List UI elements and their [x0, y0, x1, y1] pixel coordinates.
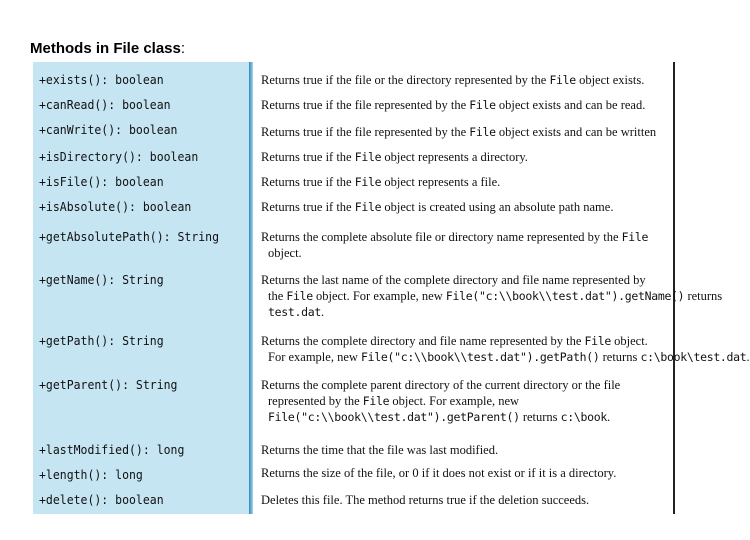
description-line [261, 174, 671, 190]
description-text: object exists. [575, 73, 645, 87]
inline-code: File("c:\\book\\test.dat").getName() [445, 289, 685, 303]
method-signature: +isAbsolute(): boolean [39, 199, 192, 214]
description-text: . [607, 410, 611, 424]
method-signature: +isDirectory(): boolean [39, 149, 199, 164]
description-text: object. For example, new [389, 394, 520, 408]
inline-code: File [584, 334, 611, 348]
description-line [261, 465, 671, 481]
method-description [261, 465, 671, 481]
method-signature: +isFile(): boolean [39, 174, 164, 189]
method-signature: +canRead(): boolean [39, 97, 171, 112]
method-signature: +delete(): boolean [39, 492, 164, 507]
inline-code: File [286, 289, 313, 303]
method-description [261, 174, 671, 190]
description-line [261, 304, 671, 320]
description-text: object exists and can be written [495, 125, 657, 139]
description-text: returns [684, 289, 723, 303]
description-text: Returns true if the [261, 200, 355, 214]
description-line [261, 149, 671, 165]
method-signature: +getPath(): String [39, 333, 164, 348]
slide-title-colon: : [180, 40, 186, 57]
slide-title [30, 40, 185, 57]
description-line [261, 97, 671, 113]
description-line [261, 72, 671, 88]
inline-code: c:\book [560, 410, 608, 424]
description-text: Returns true if the [261, 175, 355, 189]
inline-code: File [469, 98, 496, 112]
inline-code: File [354, 150, 382, 164]
inline-code: File("c:\\book\\test.dat").getPath() [361, 350, 600, 364]
description-line [261, 377, 671, 393]
method-description [261, 124, 671, 140]
description-text: object. For example, new [312, 289, 446, 303]
method-description [261, 492, 671, 508]
inline-code: c:\book\test.dat [640, 350, 747, 364]
slide-title-text: Methods in File class [30, 40, 181, 57]
method-signature: +getAbsolutePath(): String [39, 229, 220, 244]
method-signature: +getName(): String [39, 272, 164, 287]
description-text: returns [599, 350, 641, 364]
description-line [261, 272, 671, 288]
method-signature: +length(): long [39, 467, 143, 482]
description-text: Returns the complete parent directory of the current directory or the file [261, 378, 621, 392]
description-text: Returns the complete absolute file or directory name represented by the [261, 230, 622, 244]
method-signature: +getParent(): String [39, 377, 178, 392]
description-line [261, 409, 671, 425]
description-line [261, 229, 671, 245]
inline-code: File [469, 125, 496, 139]
description-line [261, 393, 671, 409]
description-text: Returns the complete directory and file name represented by the [261, 334, 585, 348]
inline-code: test.dat [268, 305, 321, 319]
description-text: object. [611, 334, 648, 348]
method-signature: +exists(): boolean [39, 72, 164, 87]
description-text: returns [519, 410, 561, 424]
description-text: Deletes this file. The method returns true if the deletion succeeds. [261, 493, 590, 507]
description-line [261, 288, 723, 304]
description-text: Returns true if the [261, 150, 355, 164]
inline-code: File [621, 230, 649, 244]
description-text: For example, new [268, 350, 362, 364]
description-line [261, 442, 671, 458]
method-description [261, 72, 671, 88]
description-text: Returns true if the file represented by the [261, 125, 470, 139]
description-text: Returns the time that the file was last modified. [261, 443, 499, 457]
inline-code: File [549, 73, 576, 87]
description-text: the [268, 289, 287, 303]
description-text: represented by the [268, 394, 363, 408]
description-text: Returns true if the file or the directory represented by the [261, 73, 550, 87]
inline-code: File [354, 175, 382, 189]
description-text: Returns true if the file represented by the [261, 98, 470, 112]
method-description [261, 442, 671, 458]
method-description [261, 97, 671, 113]
description-line [261, 492, 671, 508]
method-signature: +canWrite(): boolean [39, 122, 178, 137]
inline-code: File [362, 394, 390, 408]
method-description [261, 272, 723, 320]
description-line [261, 199, 671, 215]
method-description [261, 377, 671, 425]
description-text: object is created using an absolute path name. [381, 200, 614, 214]
description-text: . [746, 350, 750, 364]
description-text: Returns the size of the file, or 0 if it does not exist or if it is a directory. [261, 466, 617, 480]
description-text: object exists and can be read. [495, 98, 646, 112]
description-text: object represents a file. [381, 175, 501, 189]
inline-code: File [354, 200, 382, 214]
method-description [261, 229, 671, 261]
description-line [261, 349, 750, 365]
description-line [261, 245, 671, 261]
method-description [261, 333, 750, 365]
method-description [261, 199, 671, 215]
description-line [261, 124, 671, 140]
description-text: . [321, 305, 325, 319]
description-text: object. [268, 246, 302, 260]
inline-code: File("c:\\book\\test.dat").getParent() [268, 410, 520, 424]
description-text: Returns the last name of the complete directory and file name represented by [261, 273, 646, 287]
method-description [261, 149, 671, 165]
description-text: object represents a directory. [381, 150, 528, 164]
description-line [261, 333, 671, 349]
method-signature: +lastModified(): long [39, 442, 185, 457]
